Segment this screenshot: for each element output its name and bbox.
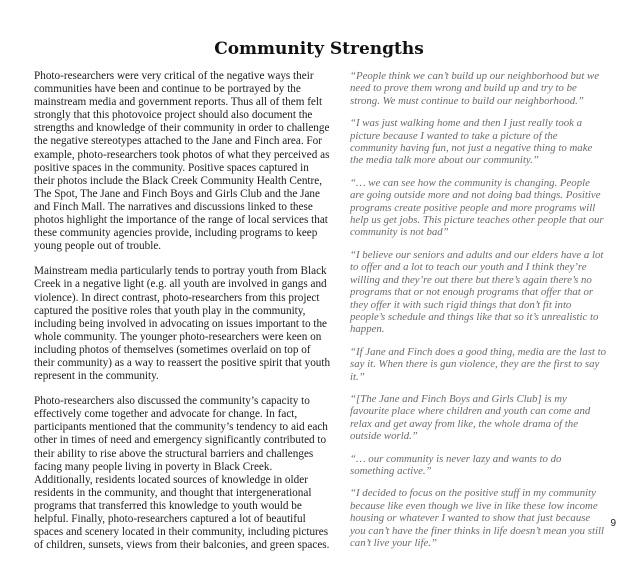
page-title: Community Strengths	[214, 39, 424, 60]
body-paragraph: Mainstream media particularly tends to portray youth from Black Creek in a negative light (e.g. all youth are involved in gangs and violence). In direct contrast, photo-researchers from this project captured the positive roles that youth play in the community, including being involved in advocating on issues important to the whole community. The younger photo-researchers were keen on including photos of themselves (sometimes overlaid on top of their community) as a way to reassert the positive spirit that youth represent in the community.	[34, 265, 331, 383]
quote: “[The Jane and Finch Boys and Girls Club] is my favourite place where children and youth can come and relax and get away from like, the whole drama of the outside world.”	[350, 392, 591, 443]
body-paragraph: Photo-researchers were very critical of the negative ways their communities have been and continue to be portrayed by the mainstream media and government reports. Thus all of them felt strongly that this photovoice project should also document the strengths and knowledge of their community in order to challenge the negative stereotypes attached to the Jane and Finch area. For example, photo-researchers took photos of what they perceived as positive spaces in the community. Positive spaces captured in their photos include the Black Creek Community Health Centre, The Spot, The Jane and Finch Boys and Girls Club and the Jane and Finch Mall. The narratives and discussions linked to these photos highlight the importance of the range of local services that these community agencies provide, including programs to keep young people out of trouble.	[34, 70, 330, 253]
quote: “I believe our seniors and adults and our elders have a lot to offer and a lot to teach our youth and I think they’re willing and they’re out there but there’s again there’s no programs that or not enough programs that offer that or they offer it with such rigid things that don’t fit into people’s schedule and things like that so it’s unrealistic to happen.	[350, 248, 604, 336]
quote: “I decided to focus on the positive stuff in my community because like even though we live in like these low income housing or whatever I wanted to show that just because you can’t have the finer thinks in life doesn’t mean you still can’t live your life.”	[350, 487, 604, 549]
quote: “… our community is never lazy and wants to do something active.”	[350, 452, 562, 477]
quote: “If Jane and Finch does a good thing, media are the last to say it. When there is gun violence, they are the first to say it.”	[350, 345, 606, 383]
body-paragraph: Photo-researchers also discussed the community’s capacity to effectively come together and advocate for change. In fact, participants mentioned that the community’s tendency to aid each other in times of need and emergency significantly contributed to their ability to rise above the structural barriers and challenges facing many people living in poverty in Black Creek. Additionally, residents located sources of knowledge in older residents in the community, and thought that intergenerational programs that transferred this knowledge to youth would be helpful. Finally, photo-researchers captured a lot of beautiful spaces and scenery located in their community, including pictures of children, sunsets, views from their balconies, and green spaces.	[34, 395, 330, 552]
quote: “People think we can’t build up our neighborhood but we need to prove them wrong and build up and try to be strong. We must continue to build our neighborhood.”	[350, 70, 600, 107]
body-text-column	[34, 70, 332, 564]
quotes-column	[350, 70, 606, 559]
page-number: 9	[610, 518, 616, 529]
quote: “I was just walking home and then I just really took a picture because I wanted to take a picture of the community having fun, not just a negative thing to make the media talk more about our community.”	[350, 117, 593, 167]
quote: “… we can see how the community is changing. People are going outside more and not doing bad things. Positive programs create positive people and more programs will help us get jobs. This picture teaches other people that our community is not bad”	[350, 176, 604, 239]
